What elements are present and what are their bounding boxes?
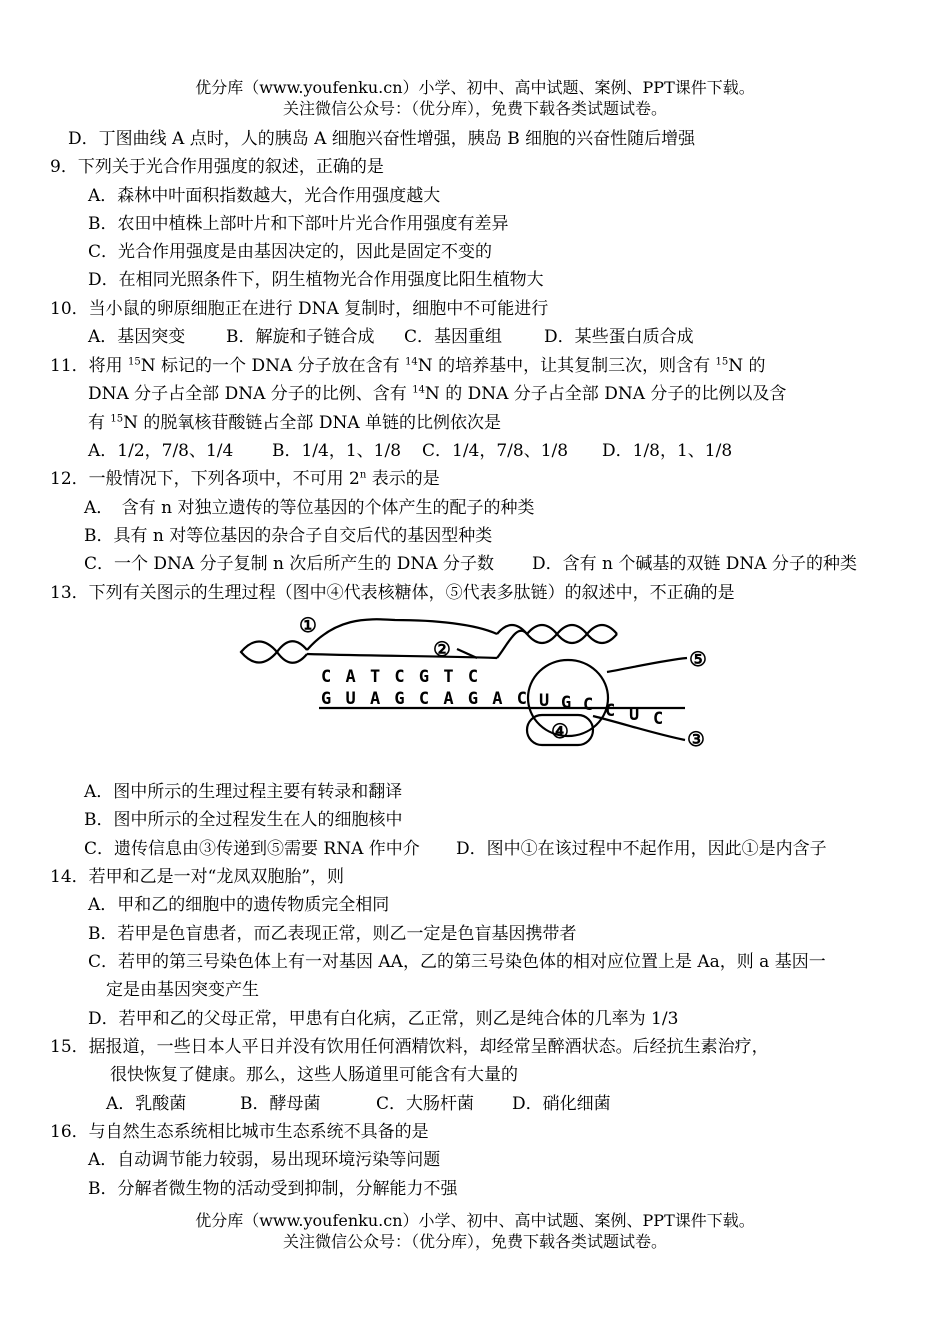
q11-option-d: D．1/8，1、1/8 — [602, 441, 733, 461]
q11-sup: 14 — [412, 384, 425, 396]
q15-option-c: C．大肠杆菌 — [376, 1094, 475, 1114]
q10-stem: 10．当小鼠的卵原细胞正在进行 DNA 复制时，细胞中不可能进行 — [50, 299, 549, 319]
q14-option-c-line-2: 定是由基因突变产生 — [106, 980, 259, 1000]
q11-stem-line-3 — [88, 412, 501, 434]
q9-option-d: D．在相同光照条件下，阴生植物光合作用强度比阳生植物大 — [88, 270, 544, 290]
bottom-strand-bases: G U A G C A G A C — [321, 689, 529, 709]
q11-text: DNA 分子占全部 DNA 分子的比例、含有 — [88, 384, 413, 404]
q10-options — [88, 326, 694, 348]
q12-options-cd — [84, 553, 857, 575]
q11-text: N 的 — [728, 356, 766, 376]
top-strand-bases: C A T C G T C — [321, 667, 481, 687]
q11-text: N 的培养基中，让其复制三次，则含有 — [417, 356, 716, 376]
q16-option-b: B．分解者微生物的活动受到抑制，分解能力不强 — [88, 1179, 458, 1199]
rna-base-2: G — [561, 693, 572, 713]
helix-left-top — [277, 641, 307, 652]
header-line-1: 优分库（www.youfenku.cn）小学、初中、高中试题、案例、PPT课件下载。 — [195, 78, 755, 97]
q13-options-cd — [84, 838, 827, 860]
q12-option-d: D．含有 n 个碱基的双链 DNA 分子的种类 — [532, 554, 857, 574]
helix-right-2 — [527, 625, 617, 643]
q10-option-c: C．基因重组 — [404, 327, 503, 347]
q9-option-c: C．光合作用强度是由基因决定的，因此是固定不变的 — [88, 242, 493, 262]
label-4: ④ — [551, 719, 569, 743]
q12-option-a: A． 含有 n 对独立遗传的等位基因的个体产生的配子的种类 — [84, 498, 535, 518]
rna-base-5: U — [629, 705, 640, 725]
q14-stem: 14．若甲和乙是一对“龙凤双胞胎”，则 — [50, 867, 345, 887]
q11-stem-line-1 — [50, 355, 766, 377]
q13-option-c: C．遗传信息由③传递到⑤需要 RNA 作中介 — [84, 839, 420, 859]
q10-option-b: B．解旋和子链合成 — [226, 327, 375, 347]
q11-text: 有 — [88, 413, 111, 433]
q13-option-a: A．图中所示的生理过程主要有转录和翻译 — [84, 782, 403, 802]
rna-base-1: U — [539, 691, 550, 711]
label-3: ③ — [687, 727, 705, 751]
q15-options — [106, 1093, 611, 1115]
q12-text: 表示的是 — [366, 469, 440, 489]
rna-base-6: C — [653, 709, 664, 729]
q9-stem: 9．下列关于光合作用强度的叙述，正确的是 — [50, 157, 384, 177]
q11-sup: 15 — [715, 356, 729, 368]
q12-text: 12．一般情况下，下列各项中，不可用 2 — [50, 469, 360, 489]
q9-option-b: B．农田中植株上部叶片和下部叶片光合作用强度有差异 — [88, 214, 509, 234]
q11-options — [88, 440, 732, 462]
q12-option-b: B．具有 n 对等位基因的杂合子自交后代的基因型种类 — [84, 526, 493, 546]
q14-option-b: B．若甲是色盲患者，而乙表现正常，则乙一定是色盲基因携带者 — [88, 924, 577, 944]
q13-option-b: B．图中所示的全过程发生在人的细胞核中 — [84, 810, 403, 830]
q15-option-a: A．乳酸菌 — [106, 1094, 187, 1114]
label-1: ① — [299, 613, 317, 637]
q15-option-d: D．硝化细菌 — [512, 1094, 611, 1114]
q11-text: N 的脱氧核苷酸链占全部 DNA 单链的比例依次是 — [123, 413, 502, 433]
helix-left-loop — [241, 642, 277, 663]
q12-option-c: C．一个 DNA 分子复制 n 次后所产生的 DNA 分子数 — [84, 554, 494, 574]
q13-stem: 13．下列有关图示的生理过程（图中④代表核糖体，⑤代表多肽链）的叙述中，不正确的是 — [50, 583, 735, 603]
q11-stem-line-2 — [88, 383, 786, 405]
q12-sup: n — [359, 469, 367, 481]
q12-stem — [50, 468, 440, 490]
q11-option-b: B．1/4，1、1/8 — [272, 441, 402, 461]
polypeptide-chain — [607, 658, 687, 672]
q11-sup: 15 — [110, 413, 124, 425]
q11-option-c: C．1/4，7/8、1/8 — [422, 441, 569, 461]
q15-stem-line-2: 很快恢复了健康。那么，这些人肠道里可能含有大量的 — [110, 1065, 518, 1085]
helix-right-cross — [497, 631, 527, 658]
q16-stem: 16．与自然生态系统相比城市生态系统不具备的是 — [50, 1122, 429, 1142]
q11-text: N 标记的一个 DNA 分子放在含有 — [140, 356, 406, 376]
q15-stem-line-1: 15．据报道，一些日本人平日并没有饮用任何酒精饮料，却经常呈醉酒状态。后经抗生素治疗， — [50, 1037, 769, 1057]
footer-line-2: 关注微信公众号：（优分库），免费下载各类试题试卷。 — [282, 1232, 667, 1251]
q11-sup: 14 — [405, 356, 418, 368]
q10-option-d: D．某些蛋白质合成 — [544, 327, 694, 347]
helix-left-bottom — [277, 652, 307, 663]
label-5: ⑤ — [689, 647, 707, 671]
q14-option-a: A．甲和乙的细胞中的遗传物质完全相同 — [88, 895, 390, 915]
label-2: ② — [433, 637, 451, 661]
transcription-translation-diagram — [235, 612, 715, 762]
header-line-2: 关注微信公众号：（优分库），免费下载各类试题试卷。 — [282, 99, 667, 118]
q10-option-a: A．基因突变 — [88, 327, 186, 347]
rna-base-4: C — [605, 701, 616, 721]
q11-sup: 15 — [128, 356, 141, 368]
q14-option-c-line-1: C．若甲的第三号染色体上有一对基因 AA，乙的第三号染色体的相对应位置上是 Aa，则 a 基因一 — [88, 952, 826, 972]
q15-option-b: B．酵母菌 — [240, 1094, 321, 1114]
q11-text: 11．将用 — [50, 356, 129, 376]
q9-option-a: A．森林中叶面积指数越大，光合作用强度越大 — [88, 186, 441, 206]
q11-text: N 的 DNA 分子占全部 DNA 分子的比例以及含 — [424, 384, 787, 404]
rna-base-3: C — [583, 695, 594, 715]
q11-option-a: A．1/2，7/8、1/4 — [88, 441, 234, 461]
q16-option-a: A．自动调节能力较弱，易出现环境污染等问题 — [88, 1150, 441, 1170]
strand-upper — [307, 619, 497, 650]
footer-line-1: 优分库（www.youfenku.cn）小学、初中、高中试题、案例、PPT课件下载。 — [195, 1211, 755, 1230]
q8-option-d: D．丁图曲线 A 点时，人的胰岛 A 细胞兴奋性增强，胰岛 B 细胞的兴奋性随后增强 — [68, 129, 696, 149]
q14-option-d: D．若甲和乙的父母正常，甲患有白化病，乙正常，则乙是纯合体的几率为 1/3 — [88, 1009, 679, 1029]
q13-option-d: D．图中①在该过程中不起作用，因此①是内含子 — [456, 839, 827, 859]
